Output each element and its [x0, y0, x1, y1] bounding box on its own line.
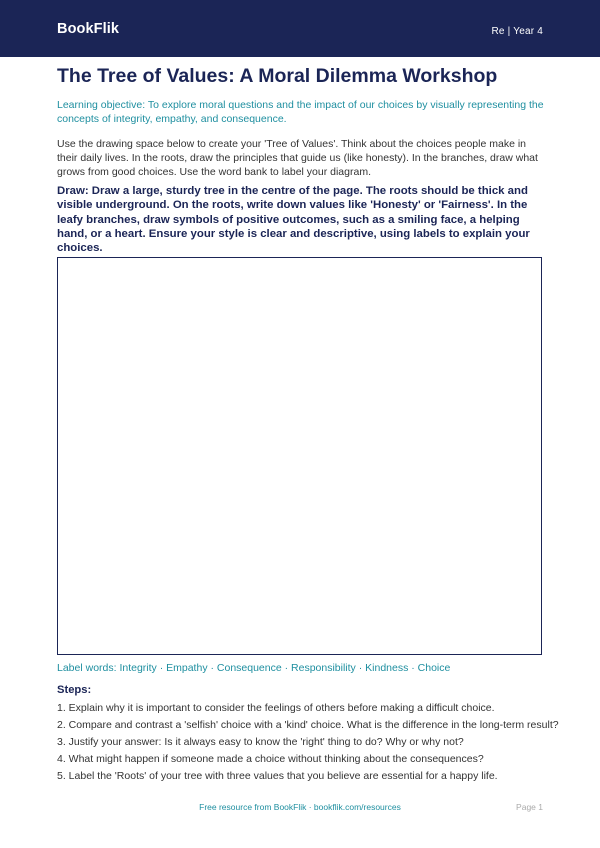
page-number: Page 1 — [516, 802, 543, 812]
step-item: 3. Justify your answer: Is it always easy to know the 'right' thing to do? Why or why not? — [57, 736, 464, 748]
step-item: 2. Compare and contrast a 'selfish' choice with a 'kind' choice. What is the difference in the long-term result? — [57, 719, 559, 731]
word-bank: Label words: Integrity · Empathy · Consequence · Responsibility · Kindness · Choice — [57, 662, 451, 674]
step-item: 4. What might happen if someone made a choice without thinking about the consequences? — [57, 753, 484, 765]
step-item: 5. Label the 'Roots' of your tree with three values that you believe are essential for a happy life. — [57, 770, 498, 782]
page-header — [0, 0, 600, 57]
steps-heading: Steps: — [57, 684, 92, 696]
intro-paragraph: Use the drawing space below to create your 'Tree of Values'. Think about the choices people make in their daily lives. In the roots, draw the principles that guide us (like honesty). In the branches, draw what grows from good choices. Use the word bank to label your diagram. — [57, 138, 538, 178]
subject-year-label: Re | Year 4 — [491, 26, 543, 37]
footer-text: Free resource from BookFlik · bookflik.com/resources — [199, 802, 401, 812]
page-title: The Tree of Values: A Moral Dilemma Workshop — [57, 65, 498, 87]
learning-objective: Learning objective: To explore moral questions and the impact of our choices by visually representing the concepts of integrity, empathy, and consequence. — [57, 99, 544, 125]
brand-logo-text: BookFlik — [57, 21, 120, 37]
draw-instruction: Draw: Draw a large, sturdy tree in the centre of the page. The roots should be thick and visible underground. On the roots, write down values like 'Honesty' or 'Fairness'. In the leafy branches, draw symbols of positive outcomes, such as a smiling face, a helping hand, or a heart. Ensure your style is clear and descriptive, using labels to explain your choices. — [57, 185, 530, 255]
drawing-area[interactable] — [57, 257, 542, 655]
step-item: 1. Explain why it is important to consider the feelings of others before making a difficult choice. — [57, 702, 495, 714]
steps-list — [57, 700, 559, 785]
